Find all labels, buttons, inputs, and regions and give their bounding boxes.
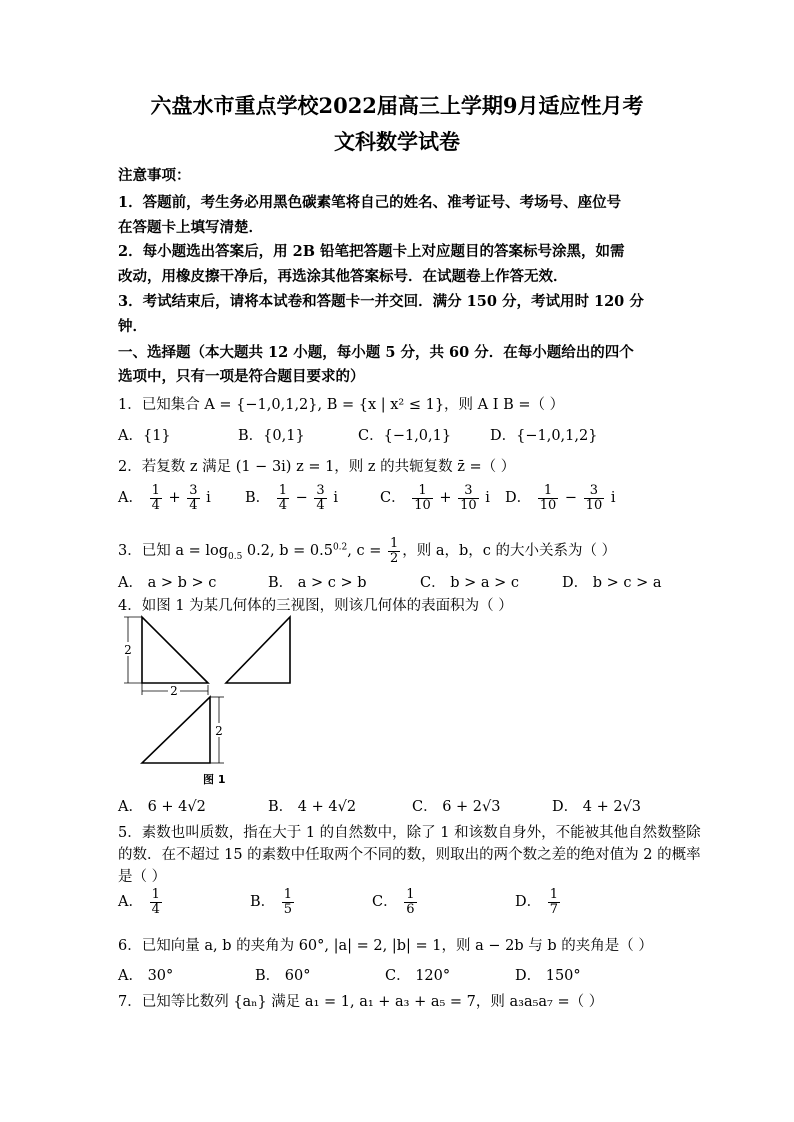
fraction-numerator: 1 — [278, 483, 288, 498]
operator: + — [168, 490, 181, 507]
q4-option-b: B． 4 + 4√2 — [268, 799, 357, 815]
question-5-stem: 5．素数也叫质数，指在大于 1 的自然数中，除了 1 和该数自身外，不能被其他自然数整除 — [118, 825, 701, 841]
note-line: 3．考试结束后，请将本试卷和答题卡一并交回．满分 150 分，考试用时 120 分 — [118, 293, 644, 310]
dimension-label: 2 — [215, 724, 223, 738]
imaginary-unit: i — [333, 490, 338, 507]
fraction-denominator: 10 — [460, 497, 477, 513]
option-label: B． — [245, 490, 271, 507]
option-label: B． — [250, 894, 276, 911]
question-7-stem: 7．已知等比数列 {aₙ} 满足 a₁ = 1, a₁ + a₃ + a₅ = 7，则 a₃a₅a₇ =（ ） — [118, 994, 604, 1010]
note-line: 改动，用橡皮擦干净后，再选涂其他答案标号．在试题卷上作答无效． — [118, 268, 568, 285]
question-4-stem: 4．如图 1 为某几何体的三视图，则该几何体的表面积为（ ） — [118, 598, 513, 614]
fraction — [548, 888, 560, 916]
note-line: 在答题卡上填写清楚． — [118, 219, 263, 236]
fraction-numerator: 3 — [189, 483, 198, 498]
operator: − — [564, 490, 578, 507]
dimension-label: 2 — [124, 643, 132, 657]
q5-option-d — [515, 888, 562, 916]
q5-option-c — [372, 888, 419, 916]
fraction-numerator: 1 — [549, 887, 559, 902]
question-5-stem: 的数．在不超过 15 的素数中任取两个不同的数，则取出的两个数之差的绝对值为 2 的概率 — [118, 847, 701, 863]
exam-title-line1: 六盘水市重点学校2022届高三上学期9月适应性月考 — [150, 93, 644, 118]
top-view-triangle — [142, 697, 210, 763]
fraction — [538, 484, 559, 512]
fraction — [412, 484, 433, 512]
imaginary-unit: i — [206, 490, 211, 507]
fraction-denominator: 10 — [585, 497, 603, 513]
notes-heading: 注意事项： — [118, 167, 191, 184]
q3-stem-part: 0.2, b = 0.5 — [242, 543, 333, 560]
front-view-triangle — [142, 617, 208, 683]
exponent: 0.2 — [332, 542, 348, 553]
question-3-stem — [118, 537, 616, 565]
fraction — [388, 537, 400, 565]
q6-option-d: D． 150° — [515, 968, 581, 984]
q3-option-a: A． a > b > c — [118, 575, 217, 591]
fraction-numerator: 3 — [316, 483, 325, 498]
imaginary-unit: i — [485, 490, 490, 507]
note-line: 钟． — [118, 318, 147, 335]
q2-option-d — [505, 484, 615, 512]
fraction-numerator: 1 — [538, 484, 559, 499]
q3-stem-part: 3．已知 a = log — [118, 543, 228, 560]
q3-option-c: C． b > a > c — [420, 575, 519, 591]
fraction — [277, 484, 289, 512]
fraction-numerator: 3 — [584, 484, 605, 499]
q6-option-b: B． 60° — [255, 968, 311, 984]
dimension-label: 2 — [170, 684, 178, 698]
option-label: A． — [118, 490, 143, 507]
fraction — [584, 484, 605, 512]
q3-option-d: D． b > c > a — [562, 575, 662, 591]
fraction-denominator: 4 — [151, 497, 160, 513]
note-line: 2．每小题选出答案后，用 2B 铅笔把答题卡上对应题目的答案标号涂黑，如需 — [118, 243, 625, 260]
q1-option-c: C．{−1,0,1} — [358, 428, 452, 444]
section-heading: 一、选择题（本大题共 12 小题，每小题 5 分，共 60 分．在每小题给出的四个 — [118, 344, 634, 361]
question-6-stem: 6．已知向量 a, b 的夹角为 60°, |a| = 2, |b| = 1，则 a − 2b 与 b 的夹角是（ ） — [118, 938, 653, 954]
q1-option-b: B．{0,1} — [238, 428, 305, 444]
option-label: D． — [515, 894, 542, 911]
section-heading: 选项中，只有一项是符合题目要求的） — [118, 368, 365, 385]
q3-stem-part: , c = — [347, 543, 386, 560]
option-label: C． — [372, 894, 398, 911]
q6-option-c: C． 120° — [385, 968, 451, 984]
fraction — [458, 484, 479, 512]
fraction — [150, 888, 162, 916]
fraction-numerator: 1 — [151, 483, 160, 498]
q3-stem-part: ，则 a，b，c 的大小关系为（ ） — [402, 543, 617, 560]
fraction-denominator: 10 — [539, 497, 557, 513]
three-view-figure — [118, 613, 308, 773]
option-label: C． — [380, 490, 406, 507]
log-base: 0.5 — [228, 552, 243, 563]
fraction-denominator: 5 — [283, 901, 293, 917]
fraction-denominator: 4 — [278, 497, 288, 513]
q6-option-a: A． 30° — [118, 968, 174, 984]
q4-option-d: D． 4 + 2√3 — [552, 799, 642, 815]
fraction-denominator: 10 — [414, 497, 431, 513]
fraction-numerator: 1 — [389, 536, 399, 551]
figure-caption: 图 1 — [203, 773, 226, 786]
option-label: D． — [505, 490, 532, 507]
q2-option-c — [380, 484, 490, 512]
q2-option-a — [118, 484, 211, 512]
fraction — [314, 484, 326, 512]
fraction-denominator: 4 — [189, 497, 198, 513]
option-label: A． — [118, 894, 143, 911]
q3-option-b: B． a > c > b — [268, 575, 367, 591]
fraction-denominator: 7 — [549, 901, 559, 917]
fraction-numerator: 1 — [412, 484, 433, 499]
fraction-numerator: 1 — [283, 887, 293, 902]
question-1-stem: 1．已知集合 A = {−1,0,1,2}, B = {x | x² ≤ 1}，则 A I B =（ ） — [118, 397, 565, 413]
q1-option-d: D．{−1,0,1,2} — [490, 428, 598, 444]
question-5-stem: 是（ ） — [118, 869, 167, 885]
q5-option-b — [250, 888, 296, 916]
fraction — [282, 888, 294, 916]
q4-option-c: C． 6 + 2√3 — [412, 799, 501, 815]
fraction-denominator: 4 — [151, 901, 160, 917]
note-line: 1．答题前，考生务必用黑色碳素笔将自己的姓名、准考证号、考场号、座位号 — [118, 194, 622, 211]
fraction-denominator: 4 — [316, 497, 325, 513]
q5-option-a — [118, 888, 164, 916]
fraction-numerator: 1 — [406, 887, 415, 902]
q2-option-b — [245, 484, 338, 512]
q4-option-a: A． 6 + 4√2 — [118, 799, 206, 815]
imaginary-unit: i — [610, 490, 616, 507]
operator: − — [295, 490, 308, 507]
fraction — [187, 484, 199, 512]
question-2-stem: 2．若复数 z 满足 (1 − 3i) z = 1，则 z 的共轭复数 z̄ =（ ） — [118, 459, 516, 475]
fraction-denominator: 6 — [406, 901, 415, 917]
fraction — [150, 484, 162, 512]
fraction-denominator: 2 — [389, 550, 399, 566]
fraction-numerator: 3 — [458, 484, 479, 499]
fraction-numerator: 1 — [151, 887, 160, 902]
exam-title-line2: 文科数学试卷 — [334, 129, 460, 154]
side-view-triangle — [226, 617, 290, 683]
q1-option-a: A．{1} — [118, 428, 171, 444]
operator: + — [439, 490, 452, 507]
fraction — [404, 888, 416, 916]
